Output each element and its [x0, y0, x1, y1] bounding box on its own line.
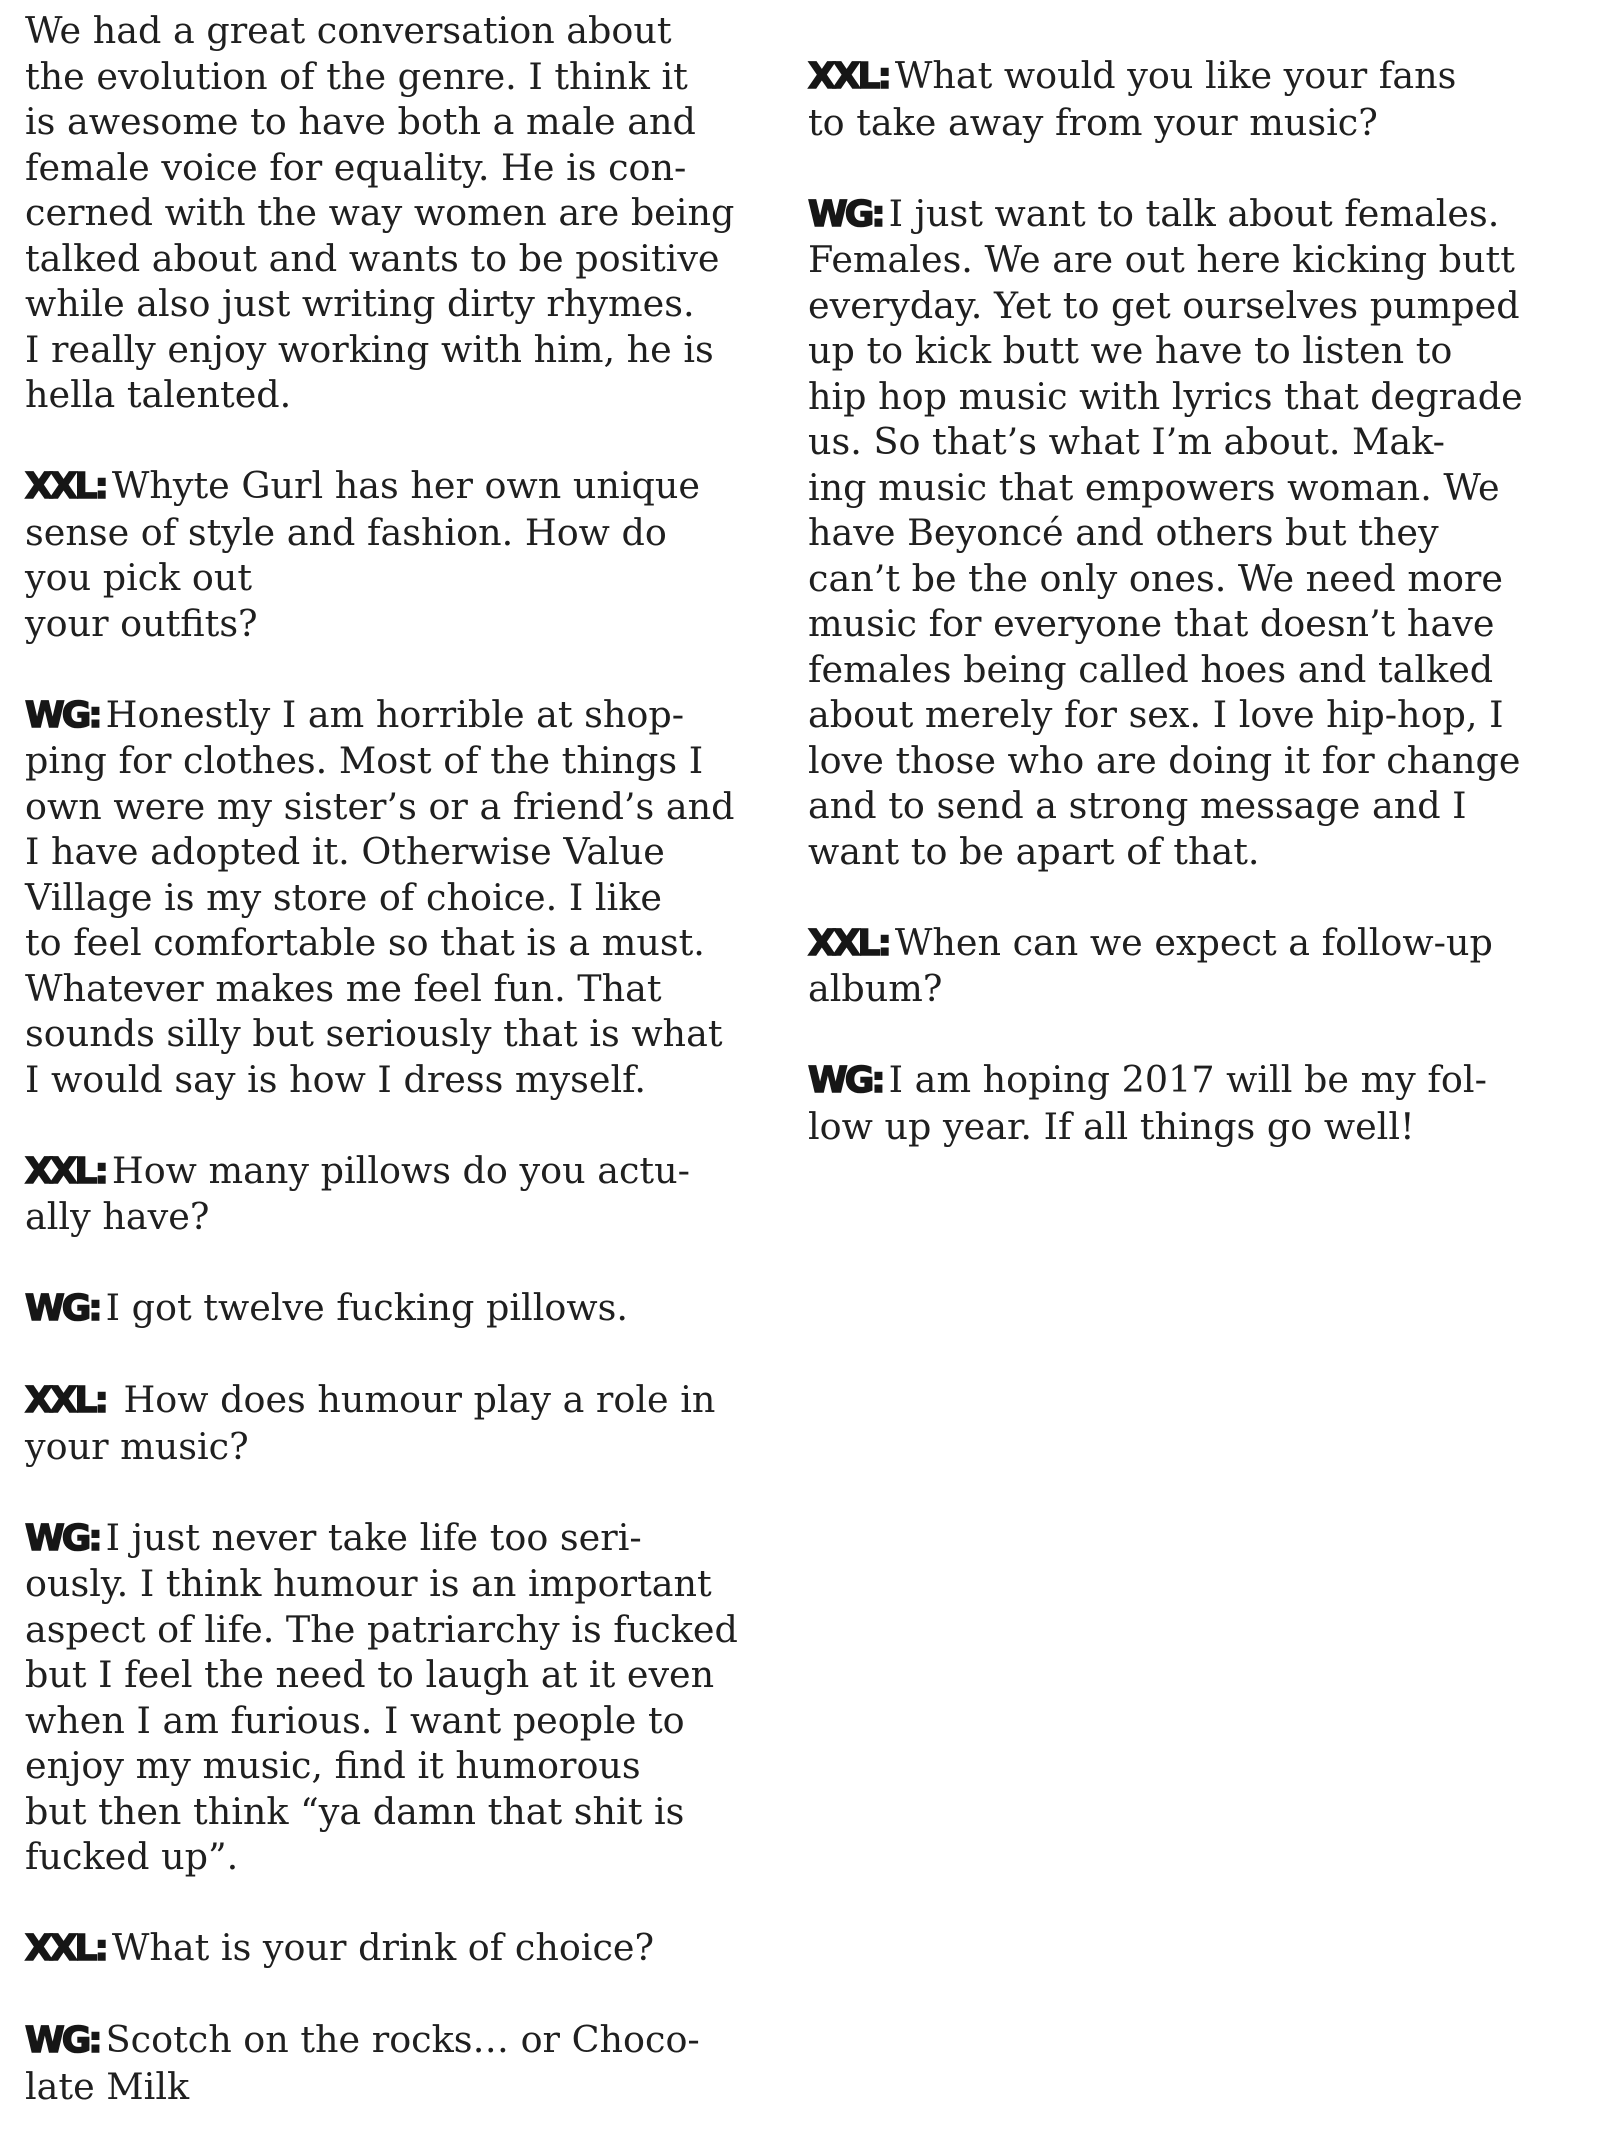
question-pillows [25, 1148, 785, 1240]
text-line: I have adopted it. Otherwise Value [25, 830, 665, 873]
text-line: Whatever makes me feel fun. That [25, 966, 662, 1010]
text-line: your outfits? [25, 601, 258, 645]
text-line: I got twelve fucking pillows. [105, 1286, 628, 1329]
text-line: sense of style and fashion. How do [25, 510, 667, 554]
text-line: when I am furious. I want people to [25, 1698, 685, 1742]
question-humour [25, 1377, 785, 1469]
speaker-label-xxl: XXL: [25, 466, 106, 507]
text-line: I am hoping 2017 will be my fol- [888, 1058, 1487, 1101]
text-line: How many pillows do you actu- [111, 1148, 690, 1192]
text-line: can’t be the only ones. We need more [808, 556, 1503, 600]
text-line: fucked up”. [25, 1835, 239, 1878]
speaker-label-wg: WG: [25, 2020, 100, 2061]
text-line: late Milk [25, 2064, 190, 2108]
text-line: talked about and wants to be positive [25, 236, 720, 280]
text-line: females being called hoes and talked [808, 647, 1494, 691]
text-line: low up year. If all things go well! [808, 1104, 1415, 1148]
text-line: everyday. Yet to get ourselves pumped [808, 283, 1520, 327]
text-line: have Beyoncé and others but they [808, 511, 1439, 554]
text-line: I really enjoy working with him, he is [25, 327, 714, 371]
speaker-label-wg: WG: [25, 1288, 100, 1329]
answer-drink [25, 2017, 785, 2109]
text-line: want to be apart of that. [808, 829, 1260, 873]
text-line: but I feel the need to laugh at it even [25, 1653, 715, 1696]
text-line: What would you like your fans [894, 54, 1457, 97]
text-line: Honestly I am horrible at shop- [105, 692, 685, 736]
left-column [25, 8, 785, 2155]
text-line: Village is my store of choice. I like [25, 875, 662, 919]
speaker-label-xxl: XXL: [808, 922, 889, 964]
text-line: ously. I think humour is an important [25, 1562, 712, 1605]
text-line: to feel comfortable so that is a must. [25, 921, 705, 964]
speaker-label-xxl: XXL: [25, 1150, 106, 1192]
text-line: sounds silly but seriously that is what [25, 1012, 723, 1055]
answer-album [808, 1057, 1568, 1149]
intro-paragraph [25, 8, 785, 418]
answer-style [25, 692, 785, 1103]
text-line: We had a great conversation about [25, 9, 672, 52]
text-line: cerned with the way women are being [25, 191, 735, 234]
text-line: love those who are doing it for change [808, 738, 1521, 782]
text-line: to take away from your music? [808, 100, 1378, 144]
text-line: while also just writing dirty rhymes. [25, 282, 695, 325]
right-column [808, 53, 1568, 1195]
text-line: When can we expect a follow-up [894, 920, 1493, 964]
text-line: What is your drink of choice? [111, 1926, 655, 1969]
text-line: about merely for sex. I love hip-hop, I [808, 693, 1504, 736]
text-line: your music? [25, 1424, 249, 1468]
text-line: us. So that’s what I’m about. Mak- [808, 420, 1446, 463]
text-line: aspect of life. The patriarchy is fucked [25, 1607, 738, 1651]
text-line: music for everyone that doesn’t have [808, 602, 1495, 645]
speaker-label-wg: WG: [25, 1517, 100, 1559]
text-line: hella talented. [25, 373, 292, 416]
question-fans [808, 53, 1568, 145]
question-drink [25, 1925, 785, 1972]
question-style [25, 463, 785, 646]
text-line: hip hop music with lyrics that degrade [808, 374, 1523, 418]
text-line: Scotch on the rocks… or Choco- [105, 2018, 700, 2061]
text-line: enjoy my music, find it humorous [25, 1744, 641, 1787]
text-line: ing music that empowers woman. We [808, 465, 1500, 509]
text-line: the evolution of the genre. I think it [25, 54, 688, 98]
text-line: but then think “ya damn that shit is [25, 1789, 685, 1833]
text-line: album? [808, 967, 943, 1010]
text-line: you pick out [25, 556, 253, 599]
answer-humour [25, 1515, 785, 1880]
text-line: own were my sister’s or a friend’s and [25, 784, 735, 828]
text-line: How does humour play a role in [111, 1378, 716, 1421]
text-line: I just never take life too seri- [105, 1515, 642, 1559]
text-line: Females. We are out here kicking butt [808, 238, 1515, 281]
answer-pillows [25, 1285, 785, 1332]
speaker-label-wg: WG: [25, 694, 100, 736]
speaker-label-wg: WG: [808, 1060, 883, 1101]
text-line: ally have? [25, 1195, 210, 1238]
speaker-label-wg: WG: [808, 193, 883, 235]
question-album [808, 920, 1568, 1012]
text-line: ping for clothes. Most of the things I [25, 739, 704, 782]
speaker-label-xxl: XXL: [25, 1928, 106, 1969]
text-line: is awesome to have both a male and [25, 100, 696, 143]
text-line: I would say is how I dress myself. [25, 1057, 646, 1101]
text-line: Whyte Gurl has her own unique [111, 464, 701, 507]
text-line: female voice for equality. He is con- [25, 145, 687, 189]
text-line: and to send a strong message and I [808, 784, 1467, 827]
text-line: I just want to talk about females. [888, 191, 1500, 235]
speaker-label-xxl: XXL: [25, 1380, 106, 1421]
speaker-label-xxl: XXL: [808, 56, 889, 97]
answer-fans [808, 191, 1568, 875]
text-line: up to kick butt we have to listen to [808, 329, 1453, 372]
